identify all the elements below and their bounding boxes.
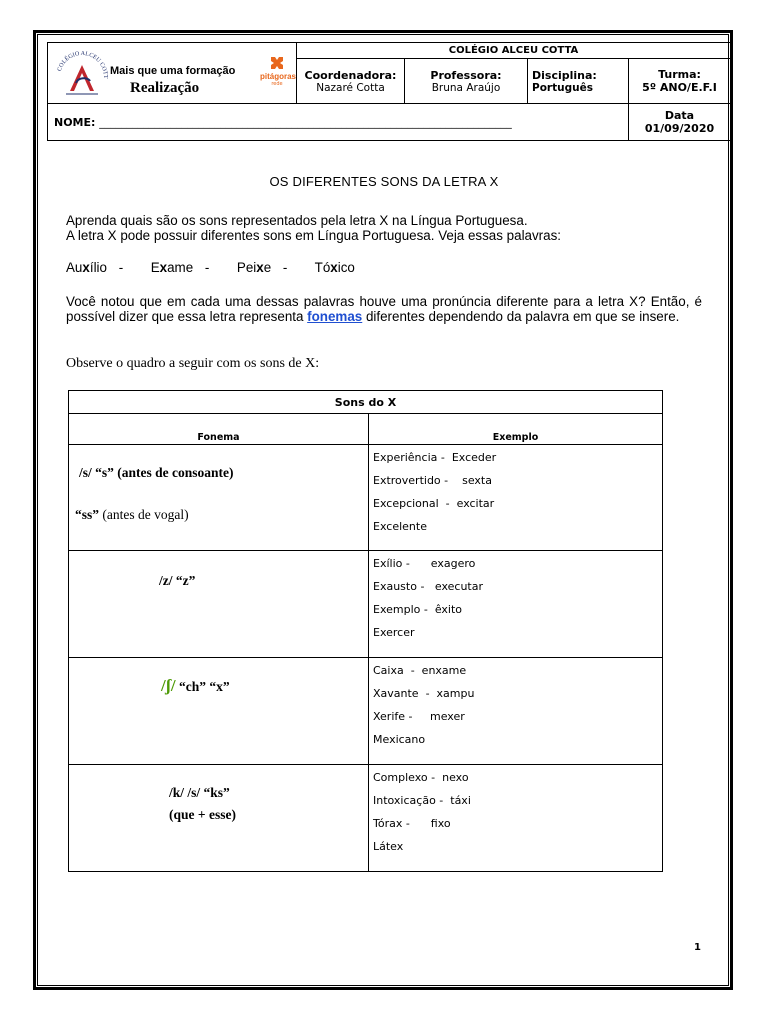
logo-tagline: Mais que uma formação bbox=[110, 65, 236, 77]
pitagoras-logo bbox=[260, 55, 297, 95]
example-line: Xerife - mexer bbox=[373, 710, 465, 723]
column-header-phoneme: Fonema bbox=[69, 414, 369, 445]
example-words: Auxílio - Exame - Peixe - Tóxico bbox=[66, 260, 355, 275]
example-line: Exausto - executar bbox=[373, 580, 484, 593]
example-line: Mexicano bbox=[373, 733, 426, 746]
table-row bbox=[69, 551, 663, 658]
phoneme-ks: /k/ /s/ “ks” bbox=[169, 785, 230, 800]
example-line: Exemplo - êxito bbox=[373, 603, 463, 616]
coordinator-value: Nazaré Cotta bbox=[316, 81, 385, 94]
word-peixe: Peixe bbox=[236, 260, 272, 275]
example-line: Excepcional - excitar bbox=[373, 497, 495, 510]
coordinator-cell bbox=[297, 59, 405, 104]
logo-title: Realização bbox=[130, 80, 200, 96]
example-line: Xavante - xampu bbox=[373, 687, 475, 700]
logo-cell bbox=[48, 43, 297, 104]
example-line: Tórax - fixo bbox=[373, 817, 451, 830]
name-line[interactable]: ___________________________________________________________________________ bbox=[99, 115, 512, 129]
date-value: 01/09/2020 bbox=[644, 122, 715, 135]
phoneme-cell bbox=[69, 658, 369, 765]
phoneme-cell bbox=[69, 551, 369, 658]
class-label: Turma: bbox=[658, 68, 701, 81]
pitagoras-icon bbox=[268, 55, 286, 71]
subject-label: Disciplina: bbox=[532, 68, 597, 82]
example-line: Extrovertido - sexta bbox=[373, 474, 492, 487]
column-header-example: Exemplo bbox=[369, 414, 663, 445]
intro-line-2: A letra X pode possuir diferentes sons em Língua Portuguesa. Veja essas palavras: bbox=[66, 228, 562, 243]
intro-line-1: Aprenda quais são os sons representados pela letra X na Língua Portuguesa. bbox=[66, 213, 528, 228]
logo-seal-text: COLÉGIO ALCEU COTT bbox=[56, 50, 109, 79]
phoneme-s: /s/ “s” (antes de consoante) bbox=[79, 465, 234, 480]
phoneme-ch: /ʃ/ “ch” “x” bbox=[161, 676, 230, 695]
school-logo bbox=[52, 47, 112, 99]
table-row bbox=[69, 658, 663, 765]
example-line: Caixa - enxame bbox=[373, 664, 467, 677]
table-caption: Sons do X bbox=[69, 391, 663, 414]
table-row bbox=[69, 445, 663, 551]
name-label: NOME: bbox=[54, 115, 96, 129]
name-cell bbox=[48, 104, 629, 141]
teacher-label: Professora: bbox=[430, 68, 502, 82]
example-line: Intoxicação - táxi bbox=[373, 794, 471, 807]
school-name: COLÉGIO ALCEU COTTA bbox=[297, 43, 731, 59]
teacher-cell bbox=[405, 59, 528, 104]
phoneme-cell bbox=[69, 765, 369, 872]
table-intro: Observe o quadro a seguir com os sons de X: bbox=[66, 356, 320, 371]
subject-value: Português bbox=[532, 81, 593, 94]
example-line: Excelente bbox=[373, 520, 427, 533]
header-table bbox=[47, 42, 731, 141]
phoneme-ss: “ss” (antes de vogal) bbox=[75, 507, 189, 522]
phoneme-ks-note: (que + esse) bbox=[169, 807, 236, 822]
fonemas-link[interactable]: fonemas bbox=[307, 309, 363, 324]
example-cell bbox=[369, 551, 663, 658]
class-cell bbox=[629, 59, 731, 104]
word-exame: Exame bbox=[150, 260, 194, 275]
class-value: 5º ANO/E.F.I bbox=[642, 81, 717, 94]
subject-cell bbox=[528, 59, 629, 104]
pitagoras-label: pitágoras bbox=[260, 72, 297, 81]
word-toxico: Tóxico bbox=[314, 260, 355, 275]
phoneme-cell bbox=[69, 445, 369, 551]
teacher-value: Bruna Araújo bbox=[431, 81, 501, 94]
ipa-sh-symbol: /ʃ/ bbox=[161, 676, 176, 695]
question-paragraph: Você notou que em cada uma dessas palavras houve uma pronúncia diferente para a letra X? Então, é possível dizer que essa letra representa fonemas diferentes dependendo da palavra em que se insere. bbox=[66, 294, 702, 324]
word-auxilio: Auxílio bbox=[66, 260, 107, 275]
example-line: Látex bbox=[373, 840, 404, 853]
date-cell bbox=[629, 104, 731, 141]
example-cell bbox=[369, 445, 663, 551]
example-line: Experiência - Exceder bbox=[373, 451, 497, 464]
example-line: Exercer bbox=[373, 626, 415, 639]
coordinator-label: Coordenadora: bbox=[304, 68, 397, 82]
example-cell bbox=[369, 658, 663, 765]
date-label: Data bbox=[664, 109, 695, 122]
example-line: Complexo - nexo bbox=[373, 771, 469, 784]
page-title: OS DIFERENTES SONS DA LETRA X bbox=[269, 174, 499, 189]
example-cell bbox=[369, 765, 663, 872]
page-number: 1 bbox=[694, 942, 701, 953]
intro-paragraph bbox=[66, 213, 702, 243]
phoneme-z: /z/ “z” bbox=[159, 573, 196, 588]
table-row bbox=[69, 765, 663, 872]
sounds-table bbox=[68, 390, 663, 872]
pitagoras-sub: rede bbox=[271, 81, 283, 87]
example-line: Exílio - exagero bbox=[373, 557, 476, 570]
